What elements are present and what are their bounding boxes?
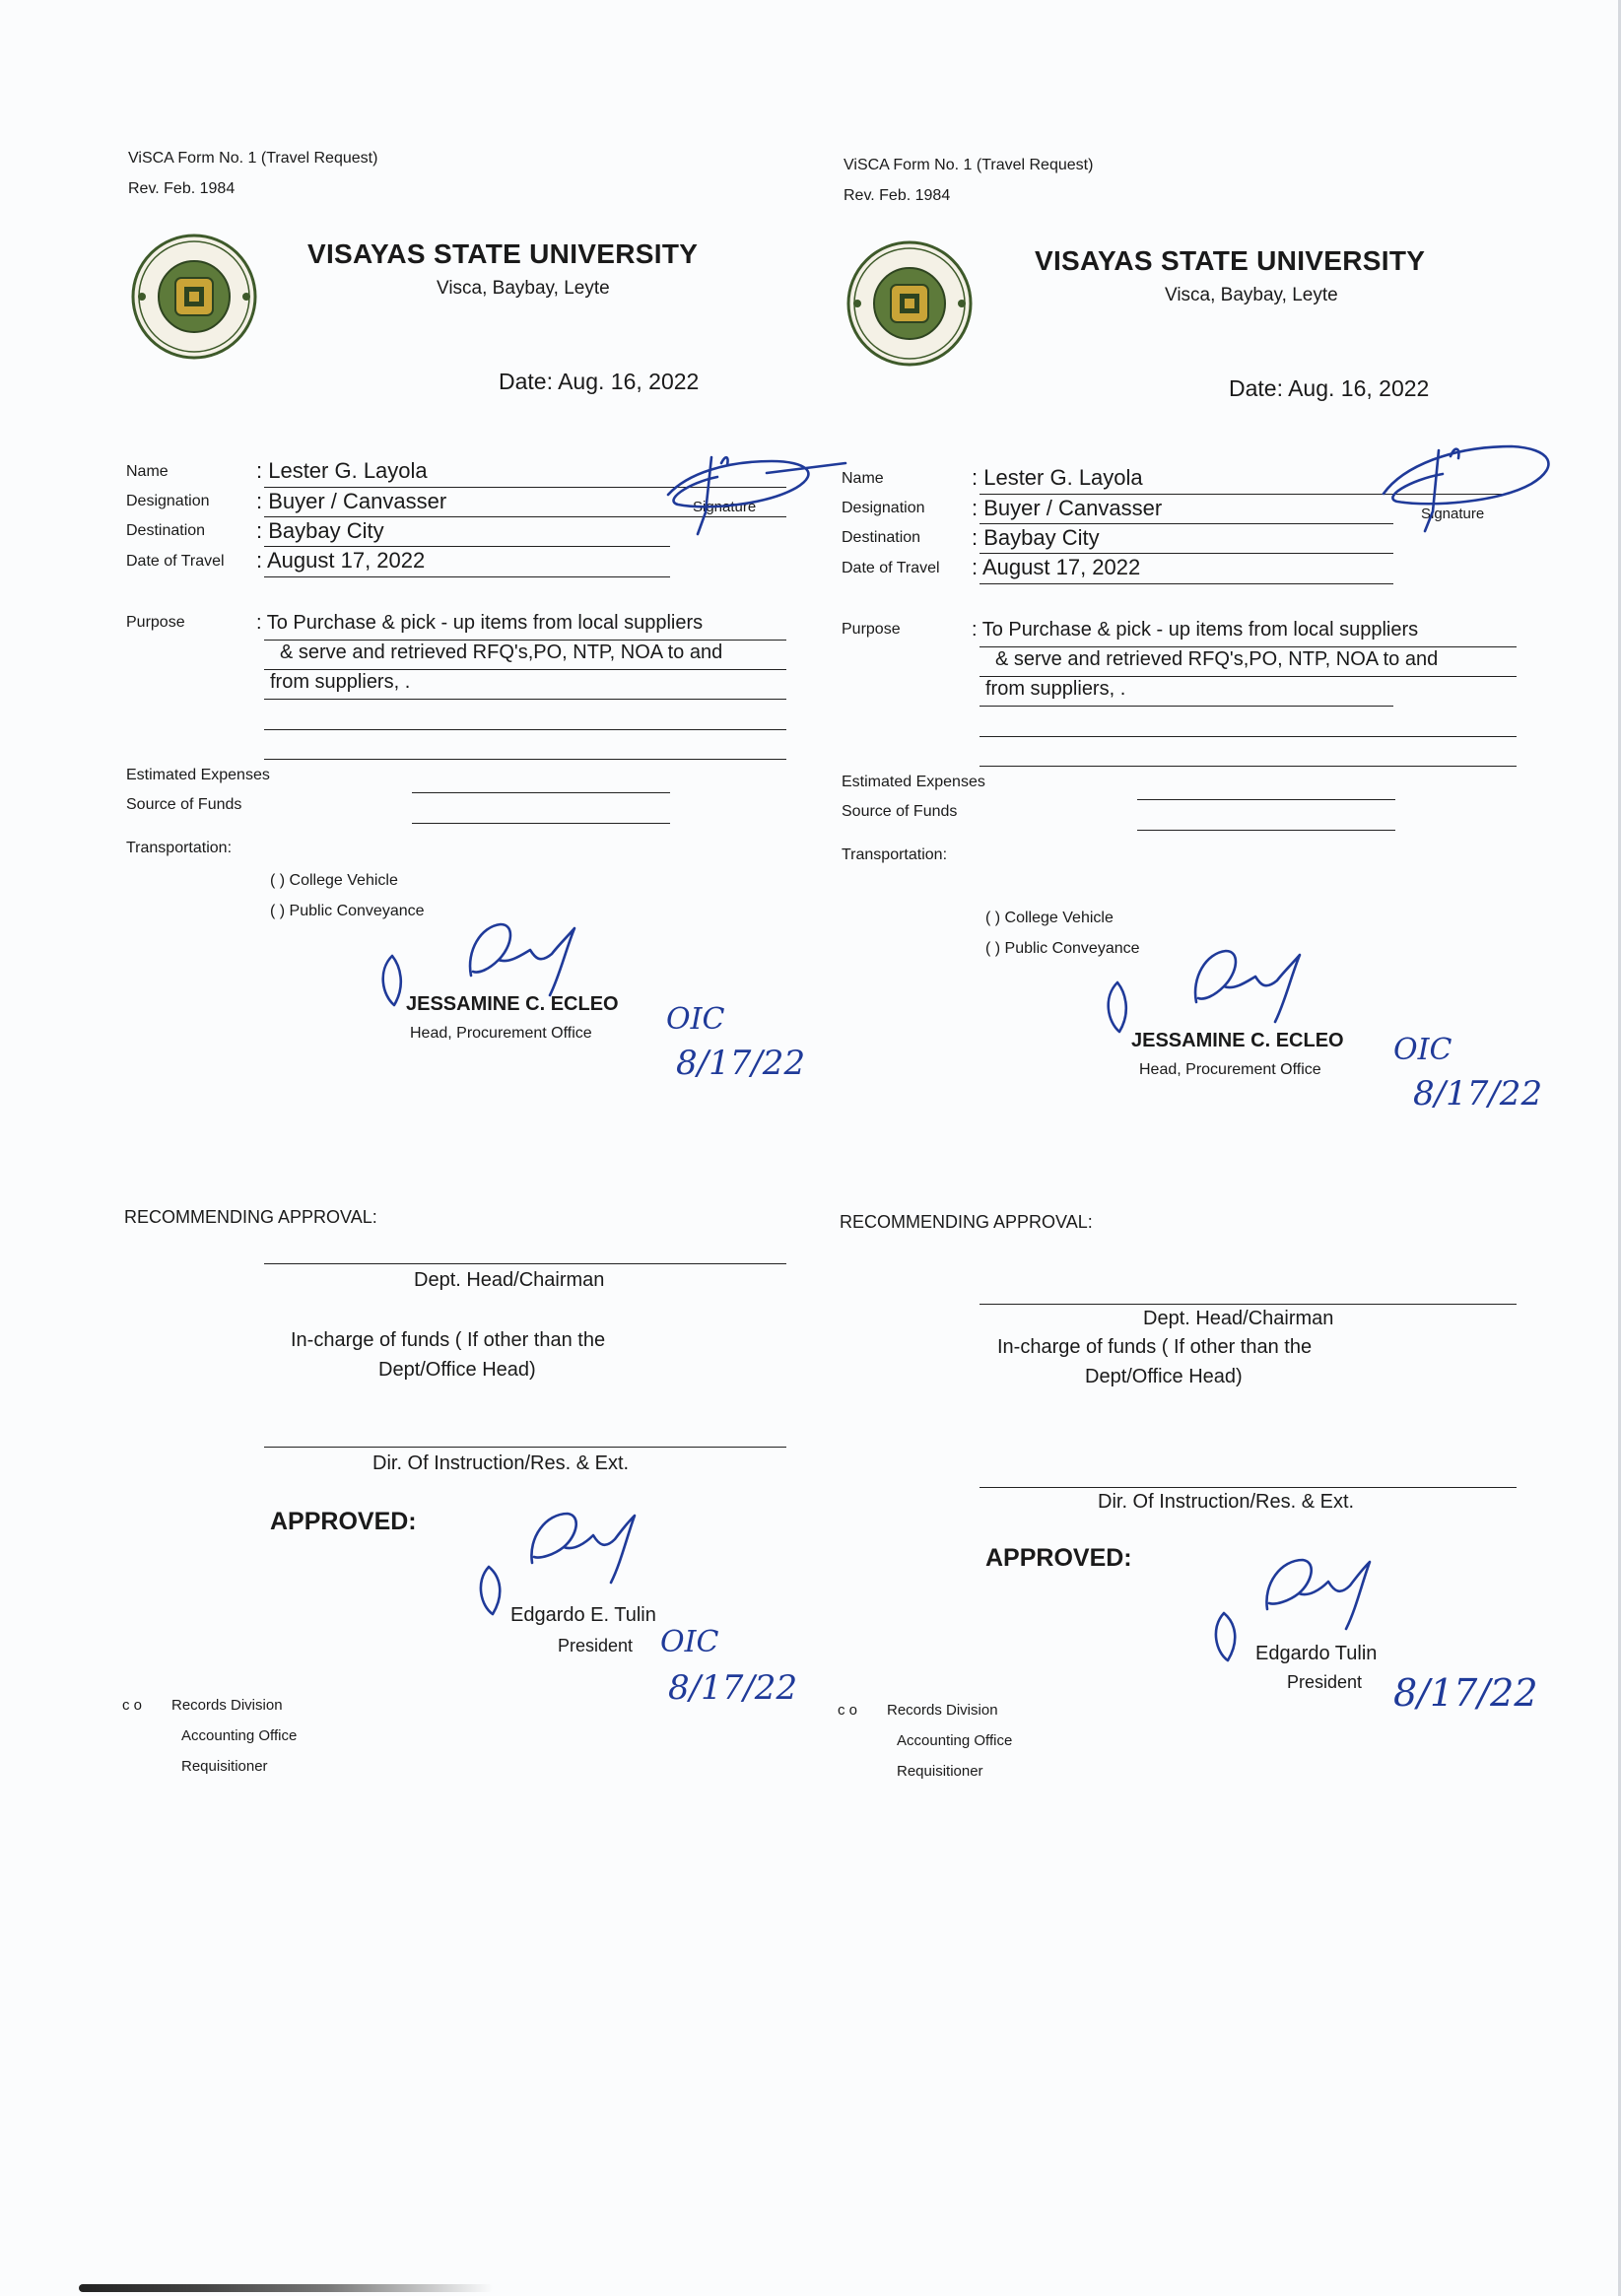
form-revision: Rev. Feb. 1984 bbox=[128, 180, 236, 197]
date-of-travel-label: Date of Travel bbox=[126, 553, 225, 570]
incharge-funds-line-2: Dept/Office Head) bbox=[1085, 1366, 1243, 1387]
svg-text:8/17/22: 8/17/22 bbox=[1393, 1671, 1538, 1715]
director-signature-line bbox=[264, 1447, 786, 1448]
option-college-vehicle[interactable]: ( ) College Vehicle bbox=[270, 872, 398, 889]
president-title: President bbox=[558, 1636, 634, 1655]
scan-edge-stain bbox=[79, 2284, 493, 2292]
destination-underline bbox=[264, 546, 670, 547]
cc-item-accounting: Accounting Office bbox=[897, 1732, 1013, 1749]
cc-item-accounting: Accounting Office bbox=[181, 1727, 298, 1744]
approved-label: APPROVED: bbox=[270, 1508, 417, 1535]
recommending-approval-label: RECOMMENDING APPROVAL: bbox=[840, 1212, 1093, 1232]
transportation-label: Transportation: bbox=[842, 846, 948, 863]
date-of-travel-underline bbox=[979, 583, 1393, 584]
signature-label: Signature bbox=[693, 499, 757, 515]
designation-value: : Buyer / Canvasser bbox=[972, 496, 1163, 520]
date-of-travel-value: : August 17, 2022 bbox=[256, 548, 426, 573]
university-name: VISAYAS STATE UNIVERSITY bbox=[1035, 245, 1426, 276]
university-seal-icon bbox=[845, 239, 974, 368]
form-number: ViSCA Form No. 1 (Travel Request) bbox=[128, 150, 378, 167]
travel-request-form-right bbox=[832, 155, 1600, 1988]
estimated-expenses-underline bbox=[412, 792, 670, 793]
designation-label: Designation bbox=[842, 500, 925, 516]
svg-text:8/17/22: 8/17/22 bbox=[1413, 1074, 1543, 1114]
purpose-line-3: from suppliers, . bbox=[270, 671, 411, 693]
destination-value: : Baybay City bbox=[256, 518, 384, 543]
purpose-line-3: from suppliers, . bbox=[985, 678, 1126, 700]
purpose-underline-5 bbox=[264, 759, 786, 760]
designation-underline bbox=[979, 523, 1393, 524]
destination-label: Destination bbox=[126, 522, 206, 539]
incharge-funds-line-1: In-charge of funds ( If other than the bbox=[997, 1336, 1313, 1358]
estimated-expenses-underline bbox=[1137, 799, 1395, 800]
purpose-label: Purpose bbox=[842, 621, 901, 638]
destination-underline bbox=[979, 553, 1393, 554]
cc-item-records: Records Division bbox=[887, 1702, 998, 1719]
transportation-label: Transportation: bbox=[126, 840, 233, 856]
purpose-underline-2 bbox=[264, 669, 786, 670]
procurement-head-title: Head, Procurement Office bbox=[1139, 1061, 1321, 1078]
requester-signature-icon bbox=[648, 443, 845, 552]
form-number: ViSCA Form No. 1 (Travel Request) bbox=[844, 157, 1094, 173]
requester-signature-icon bbox=[1364, 433, 1571, 551]
incharge-funds-line-2: Dept/Office Head) bbox=[378, 1359, 536, 1381]
name-label: Name bbox=[126, 463, 169, 480]
destination-value: : Baybay City bbox=[972, 525, 1100, 550]
procurement-ink-note bbox=[656, 995, 814, 1094]
director-label: Dir. Of Instruction/Res. & Ext. bbox=[1098, 1491, 1355, 1513]
purpose-line-2: & serve and retrieved RFQ's,PO, NTP, NOA to and bbox=[280, 642, 723, 663]
president-ink-note bbox=[658, 1616, 796, 1724]
purpose-underline-3 bbox=[979, 706, 1393, 707]
travel-request-form-left bbox=[116, 148, 885, 1981]
date-of-travel-underline bbox=[264, 576, 670, 577]
purpose-label: Purpose bbox=[126, 614, 185, 631]
request-date: Date: Aug. 16, 2022 bbox=[1229, 375, 1430, 401]
purpose-underline-5 bbox=[979, 766, 1517, 767]
procurement-head-title: Head, Procurement Office bbox=[410, 1025, 592, 1042]
purpose-underline-1 bbox=[264, 640, 786, 641]
form-revision: Rev. Feb. 1984 bbox=[844, 187, 951, 204]
purpose-underline-2 bbox=[979, 676, 1517, 677]
cc-label: c o bbox=[838, 1702, 858, 1719]
option-public-conveyance[interactable]: ( ) Public Conveyance bbox=[270, 903, 425, 919]
university-name: VISAYAS STATE UNIVERSITY bbox=[307, 238, 699, 269]
signature-label: Signature bbox=[1421, 506, 1485, 522]
designation-value: : Buyer / Canvasser bbox=[256, 489, 447, 513]
university-address: Visca, Baybay, Leyte bbox=[1165, 285, 1338, 305]
dept-head-label: Dept. Head/Chairman bbox=[1143, 1308, 1334, 1329]
name-value: : Lester G. Layola bbox=[256, 458, 428, 483]
estimated-expenses-label: Estimated Expenses bbox=[126, 767, 270, 783]
svg-text:OIC: OIC bbox=[660, 1625, 719, 1659]
purpose-underline-1 bbox=[979, 646, 1517, 647]
designation-label: Designation bbox=[126, 493, 210, 509]
estimated-expenses-label: Estimated Expenses bbox=[842, 774, 985, 790]
name-value: : Lester G. Layola bbox=[972, 465, 1143, 490]
purpose-line-1: : To Purchase & pick - up items from local suppliers bbox=[972, 619, 1419, 641]
dept-head-signature-line bbox=[264, 1263, 786, 1264]
svg-text:OIC: OIC bbox=[1393, 1033, 1452, 1067]
president-name: Edgardo Tulin bbox=[1255, 1643, 1378, 1664]
university-seal-icon bbox=[130, 233, 258, 361]
director-label: Dir. Of Instruction/Res. & Ext. bbox=[372, 1452, 630, 1474]
svg-text:8/17/22: 8/17/22 bbox=[668, 1668, 798, 1708]
incharge-funds-line-1: In-charge of funds ( If other than the bbox=[291, 1329, 606, 1351]
procurement-ink-note bbox=[1384, 1026, 1541, 1124]
approved-label: APPROVED: bbox=[985, 1544, 1132, 1572]
date-of-travel-label: Date of Travel bbox=[842, 560, 940, 576]
procurement-head-name: JESSAMINE C. ECLEO bbox=[1131, 1030, 1344, 1051]
dept-head-label: Dept. Head/Chairman bbox=[414, 1269, 605, 1291]
president-ink-note bbox=[1384, 1643, 1538, 1741]
option-public-conveyance[interactable]: ( ) Public Conveyance bbox=[985, 940, 1140, 957]
procurement-head-name: JESSAMINE C. ECLEO bbox=[406, 993, 619, 1015]
director-signature-line bbox=[979, 1487, 1517, 1488]
cc-item-records: Records Division bbox=[171, 1697, 283, 1714]
source-of-funds-label: Source of Funds bbox=[842, 803, 958, 820]
svg-text:8/17/22: 8/17/22 bbox=[676, 1044, 806, 1083]
president-name: Edgardo E. Tulin bbox=[510, 1604, 656, 1626]
cc-label: c o bbox=[122, 1697, 143, 1714]
cc-item-requisitioner: Requisitioner bbox=[897, 1763, 983, 1780]
university-address: Visca, Baybay, Leyte bbox=[437, 278, 610, 299]
cc-item-requisitioner: Requisitioner bbox=[181, 1758, 268, 1775]
source-of-funds-underline bbox=[1137, 830, 1395, 831]
name-label: Name bbox=[842, 470, 884, 487]
purpose-underline-4 bbox=[979, 736, 1517, 737]
dept-head-signature-line bbox=[979, 1304, 1517, 1305]
purpose-underline-4 bbox=[264, 729, 786, 730]
source-of-funds-label: Source of Funds bbox=[126, 796, 242, 813]
option-college-vehicle[interactable]: ( ) College Vehicle bbox=[985, 910, 1114, 926]
purpose-line-1: : To Purchase & pick - up items from local suppliers bbox=[256, 612, 704, 634]
date-of-travel-value: : August 17, 2022 bbox=[972, 555, 1141, 579]
destination-label: Destination bbox=[842, 529, 921, 546]
svg-text:OIC: OIC bbox=[666, 1002, 725, 1037]
purpose-line-2: & serve and retrieved RFQ's,PO, NTP, NOA to and bbox=[995, 648, 1439, 670]
request-date: Date: Aug. 16, 2022 bbox=[499, 369, 700, 394]
president-title: President bbox=[1287, 1672, 1363, 1692]
purpose-underline-3 bbox=[264, 699, 786, 700]
recommending-approval-label: RECOMMENDING APPROVAL: bbox=[124, 1207, 377, 1227]
source-of-funds-underline bbox=[412, 823, 670, 824]
